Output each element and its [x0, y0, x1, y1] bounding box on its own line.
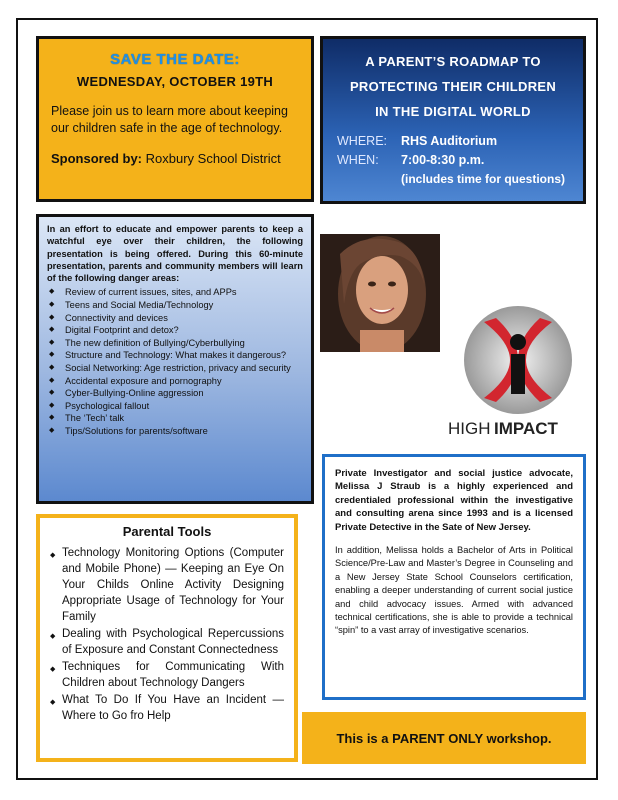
sponsor-line: [51, 151, 299, 166]
where-row: [331, 132, 575, 151]
when-label: WHEN:: [337, 153, 379, 167]
invitation-text: Please join us to learn more about keeping our children safe in the age of technology.: [51, 104, 288, 135]
list-item: ◆ Cyber-Bullying-Online aggression: [47, 387, 303, 400]
investigator-bio-box: [322, 454, 586, 700]
speaker-photo: [320, 234, 440, 352]
list-item: ◆ Psychological fallout: [47, 400, 303, 413]
roadmap-title-line2: PROTECTING THEIR CHILDREN: [349, 79, 557, 94]
parental-tools-title: Parental Tools: [122, 524, 212, 539]
list-item: ◆ Review of current issues, sites, and APPs: [47, 286, 303, 299]
bio-details: In addition, Melissa holds a Bachelor of Arts in Political Science/Pre-Law and Master’s Degree in Counseling and a New Jersey State School Counselors certification, enabling a deeper understanding of current social justice and child advocacy issues. Armed with advanced technical certifications, she is able to provide a technical “spin” to a vast array of investigative scenarios.: [335, 545, 573, 636]
when-row: [331, 151, 575, 170]
list-item: ◆ The new definition of Bullying/Cyberbullying: [47, 337, 303, 350]
danger-intro: In an effort to educate and empower parents to keep a watchful eye over their children, the following presentation is being offered. During this 60-minute presentation, parents and community members will learn of the following danger areas:: [47, 224, 303, 284]
where-label: WHERE:: [337, 134, 387, 148]
list-item: ◆ Techniques for Communicating With Children about Technology Dangers: [50, 659, 284, 691]
list-item: ◆ Structure and Technology: What makes it dangerous?: [47, 349, 303, 362]
parental-tools-list: [50, 545, 284, 724]
parent-only-banner: This is a PARENT ONLY workshop.: [302, 712, 586, 764]
list-item: ◆ Teens and Social Media/Technology: [47, 299, 303, 312]
high-impact-logo-icon: [448, 302, 584, 442]
high-impact-logo: [448, 302, 584, 442]
save-the-date-box: [36, 36, 314, 202]
list-item: ◆ Tips/Solutions for parents/software: [47, 425, 303, 438]
when-value: 7:00-8:30 p.m.: [401, 153, 485, 167]
danger-list: [47, 286, 303, 437]
where-value: RHS Auditorium: [401, 134, 498, 148]
sponsor-label: Sponsored by:: [51, 151, 143, 166]
bio-summary: Private Investigator and social justice advocate, Melissa J Straub is a highly experienced and credentialed professional within the investigative and consulting arena since 1993 and is a licensed Private Detective in the Sate of New Jersey.: [335, 468, 573, 533]
list-item: ◆ Social Networking: Age restriction, privacy and security: [47, 362, 303, 375]
roadmap-title: [331, 49, 575, 124]
when-note: (includes time for questions): [401, 172, 566, 186]
list-item: ◆ Digital Footprint and detox?: [47, 324, 303, 337]
list-item: ◆ Connectivity and devices: [47, 312, 303, 325]
event-date: WEDNESDAY, OCTOBER 19TH: [76, 74, 274, 89]
sponsor-name: Roxbury School District: [145, 151, 281, 166]
list-item: ◆ Technology Monitoring Options (Computer and Mobile Phone) — Keeping an Eye On Your Childs Online Activity Designing Appropriate Usage of Technology for Your Family: [50, 545, 284, 625]
roadmap-title-line3: IN THE DIGITAL WORLD: [375, 104, 531, 119]
list-item: ◆ Accidental exposure and pornography: [47, 375, 303, 388]
list-item: ◆ Dealing with Psychological Repercussions of Exposure and Constant Connectedness: [50, 626, 284, 658]
save-the-date-heading: SAVE THE DATE:: [110, 51, 240, 68]
speaker-portrait-icon: [320, 234, 440, 352]
list-item: ◆ What To Do If You Have an Incident — Where to Go fro Help: [50, 692, 284, 724]
danger-areas-box: [36, 214, 314, 504]
logo-word-impact: IMPACT: [494, 419, 558, 438]
parental-tools-box: [36, 514, 298, 762]
roadmap-title-line1: A PARENT’S ROADMAP TO: [365, 54, 541, 69]
logo-word-high: HIGH: [448, 419, 491, 438]
roadmap-box: [320, 36, 586, 204]
list-item: ◆ The ‘Tech’ talk: [47, 412, 303, 425]
